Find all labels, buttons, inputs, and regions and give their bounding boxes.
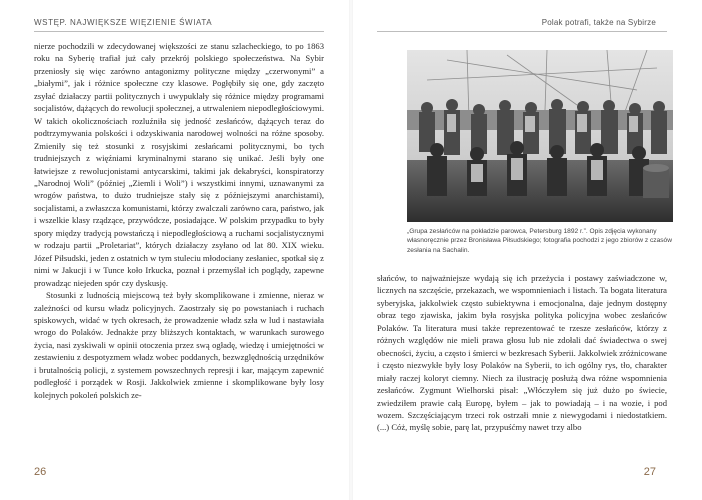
left-paragraph-2: Stosunki z ludnością miejscową też były skomplikowane i zmienne, nieraz w zależności od kursu władz policyjnych. Zaostrzały się po powstaniach i ruchach spiskowych, widać w tych okresach, że prowadzenie władz szła w lud i nastawiała wrogo do Polaków. Jednakże przy bliższych kontaktach, w warunkach surowego życia, nasi zyskiwali w opinii otoczenia przez swą ogładę, wiedzę i umiejętności w zestawieniu z despotyzmem władz wobec poddanych, bezwzględnością urzędników i brutalnością policji, z systemem powszechnych represji i kar, mającym zapewnić podległość i porządek w Rosji. Jakkolwiek zmienne i skomplikowane były losy kolejnych pokoleń polskich ze- [34, 290, 324, 400]
running-head-left: WSTĘP. NAJWIĘKSZE WIĘZIENIE ŚWIATA [34, 18, 213, 27]
header-rule-right [377, 31, 667, 32]
left-paragraph-1: nierze pochodzili w zdecydowanej większości ze stanu szlacheckiego, to po 1863 roku na Syberię trafiał już cały przekrój polskiego społeczeństwa. Na Sybir przeniosły się więc zarówno antagonizmy polityczne między „czerwonymi” a „białymi”, jak i różnice społeczne czy klasowe. Pogłębiły się one, gdy zaczęto zsyłać działaczy partii politycznych i uwypuklały się różnice między programami socjalistów, dążących do rewolucji społecznej, a utrwaleniem niepodległościowymi. W takich okolicznościach rozluźniła się jedność zesłańców, dążących teraz do podtrzymywania polskości i odzyskiwania narodowej wolności na różne sposoby. Zmieniły się też stosunki z rosyjskimi zesłańcami politycznymi, bo tych trudniejszych z więźniami kryminalnymi starano się unikać. Jeśli były one łatwiejsze z rewolucjonistami antycarskimi, takimi jak dekabryści, konspiratorzy „Narodnoj Woli” (później „Ziemli i Woli”) i wszystkimi innymi, uznawanymi za wrogów państwa, to dużo trudniejsze stały się z późniejszymi anarchistami), socjalistami, a zwłaszcza komunistami, którzy zwalczali zarówno cara, państwo, jak i wszelkie klasy rządzące, przywódcze, posiadające. W polskim przypadku to były spory między tradycją powstańczą i niepodległościową a ruchami socjalistycznymi w rodzaju partii „Proletariat”, których działaczy zsyłano od lat 80. XIX wieku. Józef Piłsudski, jeden z ostatnich w tym stuleciu młodociany zesłaniec, spotkał się z nimi w Jakucji i w Tunce koło Irkucka, poznał i przemyślał ich poglądy, zapewne prowadząc niejeden spór czy dyskusję. [34, 41, 324, 288]
left-body-text [34, 40, 324, 401]
running-head-right: Polak potrafi, także na Sybirze [541, 18, 656, 27]
photo-caption: „Grupa zesłańców na pokładzie parowca, Petersburg 1892 r.”. Opis zdjęcia wykonany własnoręcznie przez Bronisława Piłsudskiego; fotografia pochodzi z jego zbiorów z czasów zesłania na Sachalin. [407, 228, 672, 254]
header-rule-left [34, 31, 324, 32]
right-body-text [377, 272, 667, 434]
right-page [351, 0, 702, 500]
page-number-left: 26 [34, 466, 47, 478]
right-paragraph-1: słańców, to najważniejsze wydają się ich przeżycia i postawy zaświadczone w, licznych na szczęście, przekazach, we wspomnieniach i listach. Ta bogata literatura syberyjska, jakkolwiek często subiektywna i emocjonalna, daje jednym dostępny obraz tego zjawiska, jakim była rosyjska polityka policyjna wobec zesłańców Polaków. Ta literatura musi także reprezentować te rzesze zesłańców, którzy z różnych względów nie mieli prawa głosu lub nie zdołali dać świadectwa o swej obecności, życiu, a często i śmierci w bezkresach Syberii. Jakkolwiek zróżnicowane i często niezwykłe były losy Polaków na Syberii, to ich ogólny rys, tło, charakter miały raczej koloryt ciemny. Niech za ilustrację posłużą dwa różne wspomnienia zesłańców. Zygmunt Wielhorski pisał: „Włóczyłem się już dużo po świecie, zwiedziłem prawie całą Europę, byłem – jak to powiadają – i na wozie, i pod wozem. Szczęściającym trzeci rok ostrzałi mnie z niewygodami i niedostatkiem. (...) Cóż, myślę sobie, parę lat, przypuśćmy nawet trzy albo [377, 273, 667, 433]
historical-photo [407, 50, 673, 222]
page-number-right: 27 [643, 466, 656, 478]
photo-illustration [407, 50, 673, 222]
